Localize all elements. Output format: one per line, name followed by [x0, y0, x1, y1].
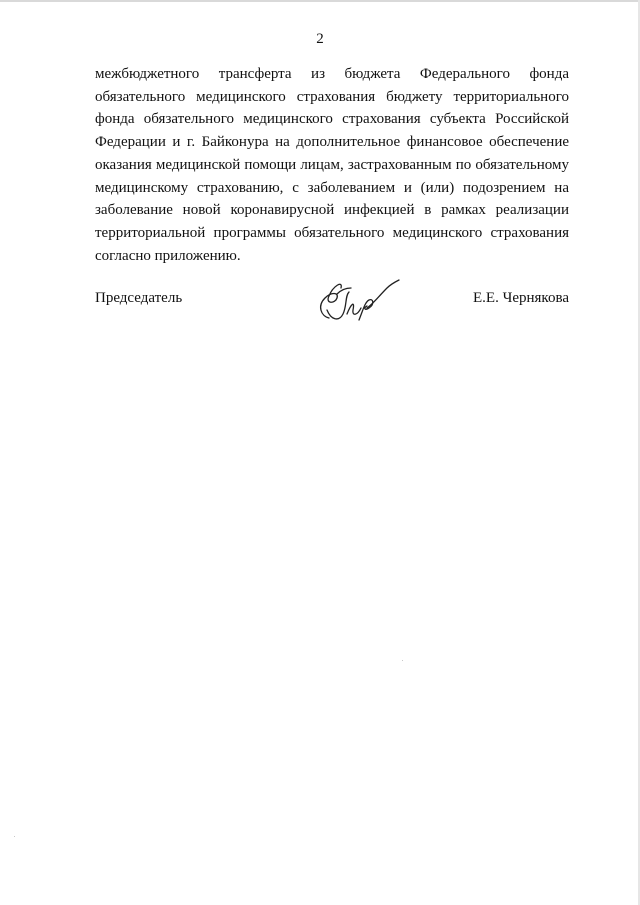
signature-block	[95, 288, 569, 328]
handwritten-signature	[307, 274, 403, 330]
scan-speck	[14, 836, 15, 837]
body-paragraph: межбюджетного трансферта из бюджета Федерального фонда обязательного медицинского страхования бюджету территориального фонда обязательного медицинского страхования субъекта Российской Федерации и г. Байконура на дополнительное финансовое обеспечение оказания медицинской помощи лицам, застрахованным по обязательному медицинскому страхованию, с заболеванием и (или) подозрением на заболевание новой коронавирусной инфекцией в рамках реализации территориальной программы обязательного медицинского страхования согласно приложению.	[95, 66, 569, 264]
page-top-edge	[0, 0, 640, 2]
signer-title: Председатель	[95, 290, 183, 306]
signer-name: Е.Е. Чернякова	[473, 290, 569, 306]
page-number: 2	[316, 31, 324, 47]
scan-speck	[402, 660, 403, 661]
